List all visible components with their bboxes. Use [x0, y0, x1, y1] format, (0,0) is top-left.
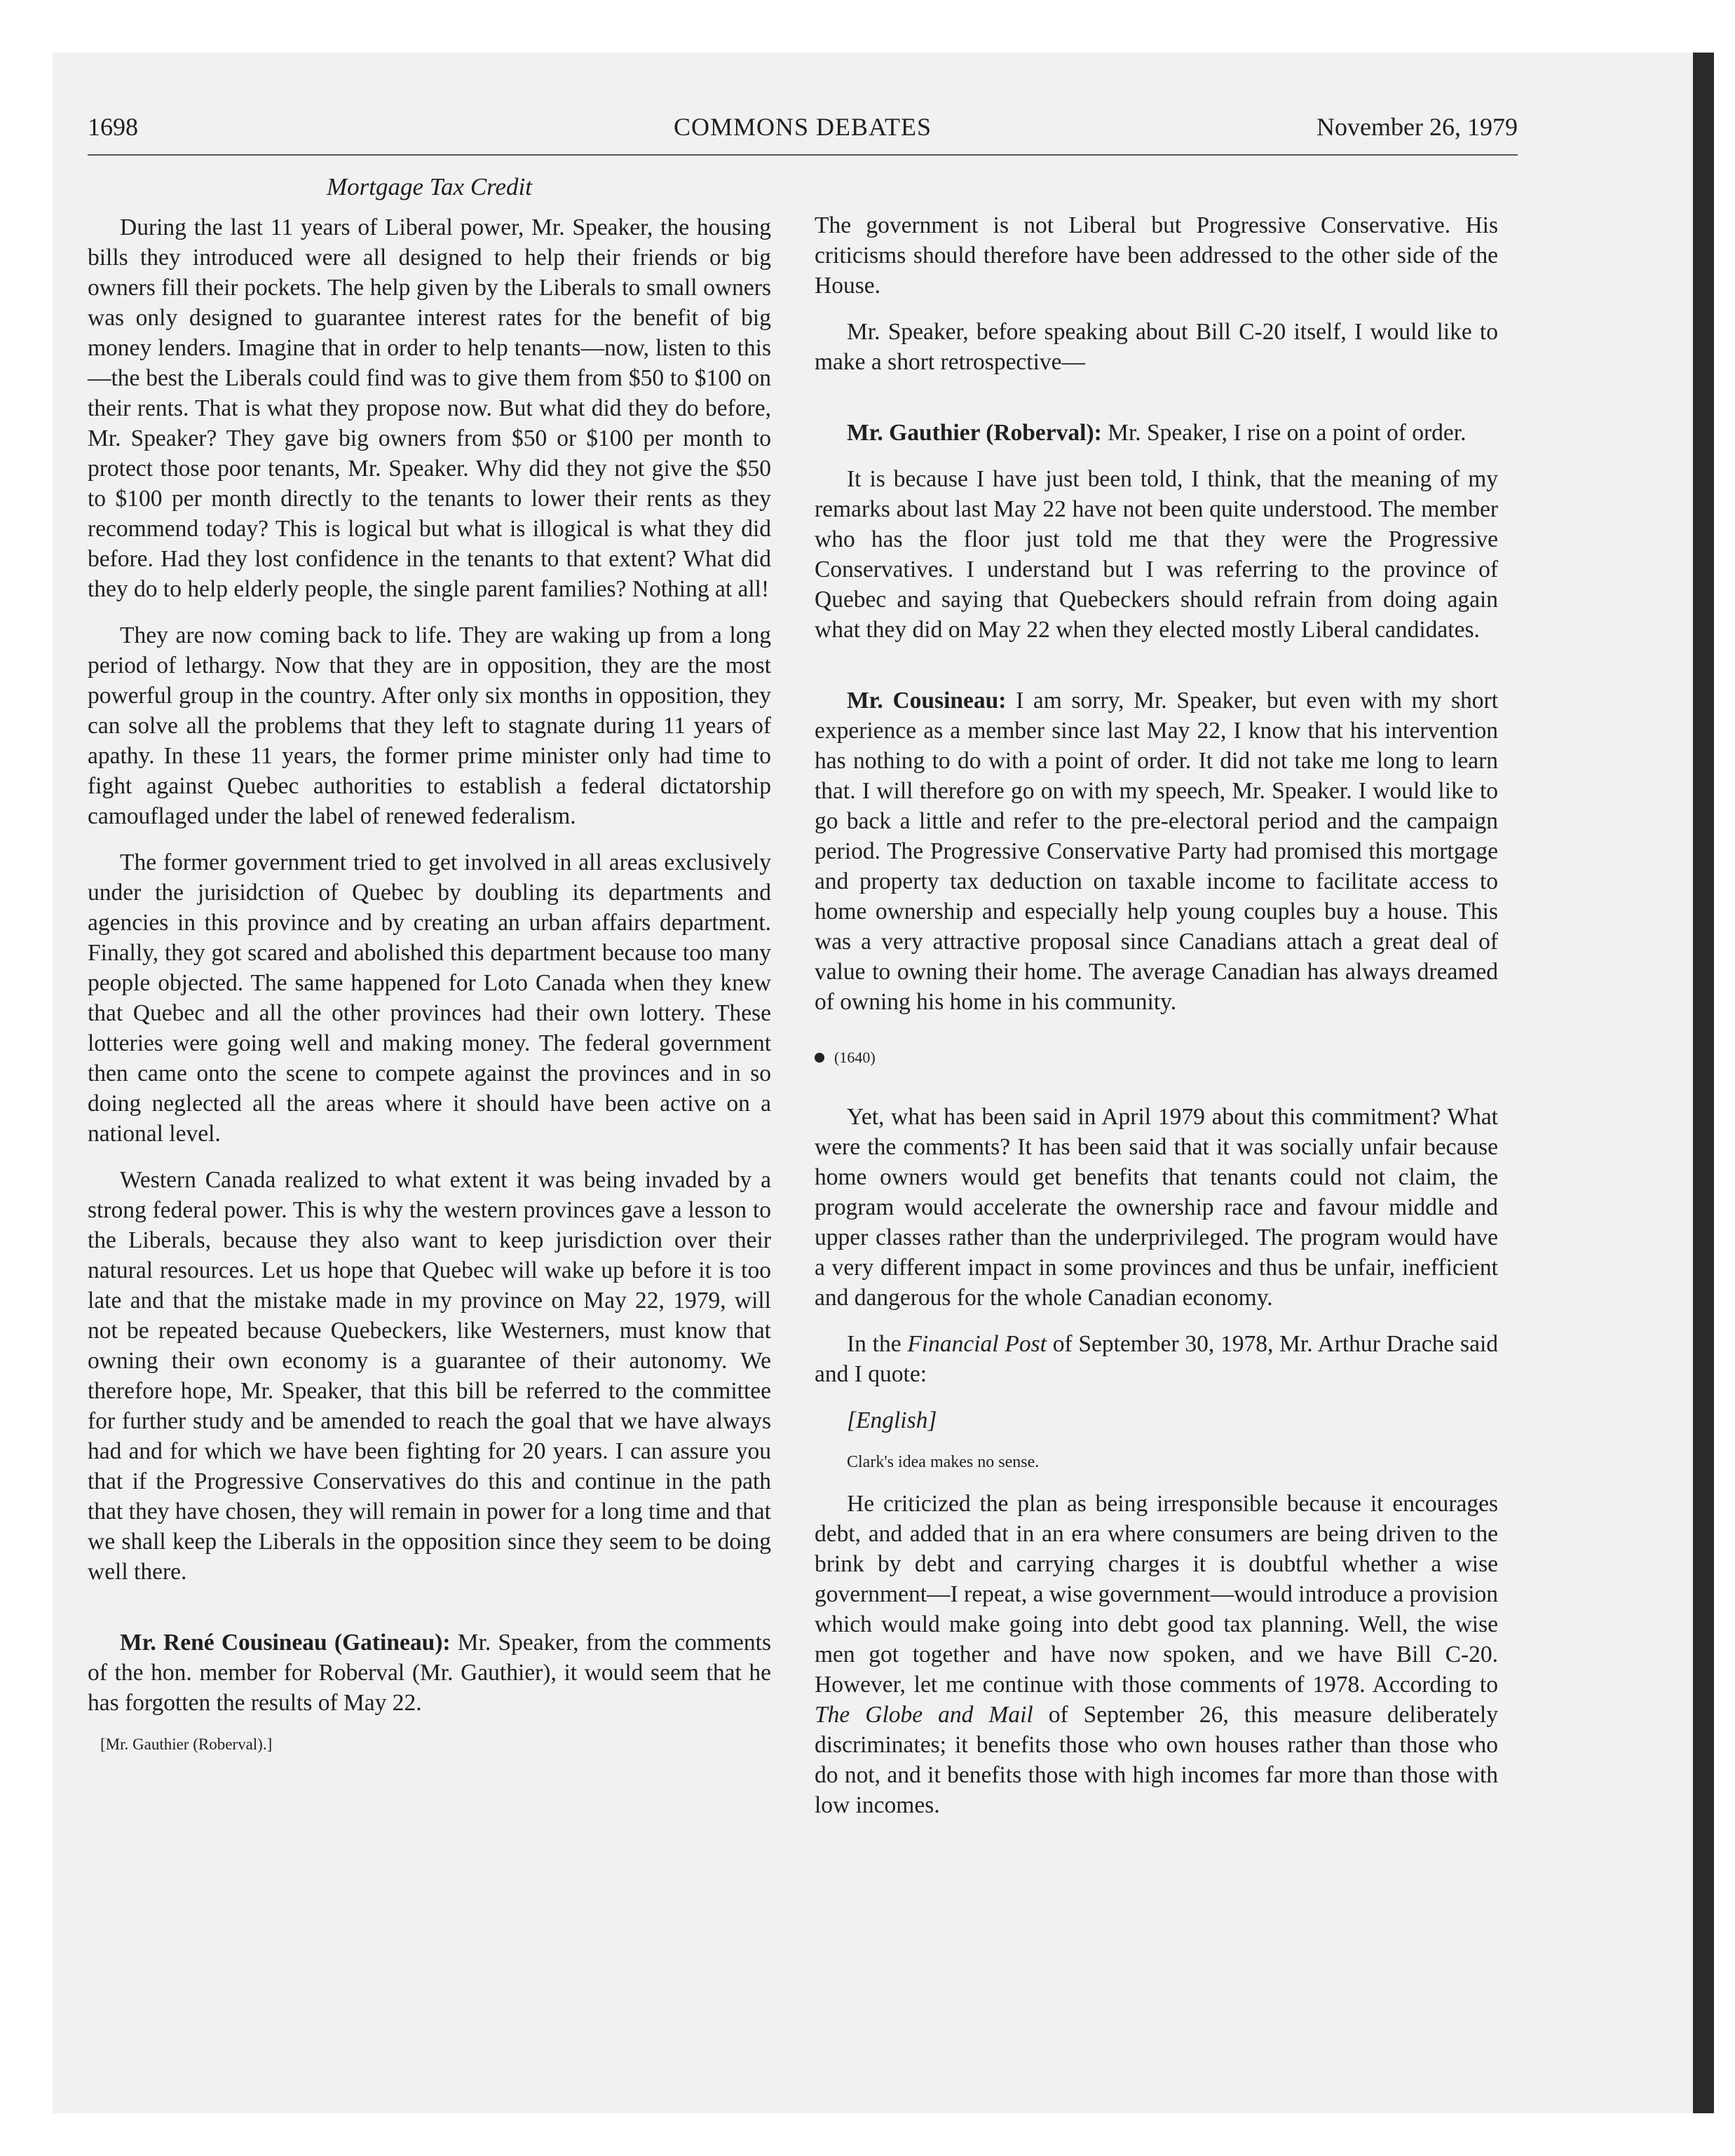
speaker-name: Mr. Cousineau:	[847, 688, 1007, 714]
speaker-paragraph	[815, 418, 1498, 448]
quoted-headline: Clark's idea makes no sense.	[847, 1453, 1040, 1471]
speaker-footnote: [Mr. Gauthier (Roberval).]	[100, 1735, 273, 1753]
paragraph	[815, 1489, 1498, 1820]
text-run: of September 26, this measure deliberately discriminates; it benefits those who own houses rather than those who do not, and it benefits those with high incomes far more than those with low incomes.	[815, 1702, 1498, 1818]
header-date: November 26, 1979	[1316, 113, 1518, 141]
spacer	[815, 661, 1498, 685]
time-marker	[815, 1042, 1498, 1072]
paragraph: Western Canada realized to what extent it was being invaded by a strong federal power. This is why the western provinces gave a lesson to the Liberals, because they also want to keep jurisdiction over their natural resources. Let us hope that Quebec will wake up before it is too late and that the mistake made in my province on May 22, 1979, will not be repeated because Quebeckers, like Westerners, must know that owning their own economy is a guarantee of their autonomy. We therefore hope, Mr. Speaker, that this bill be referred to the committee for further study and be amended to reach the goal that we have always had and for which we have been fighting for 20 years. I can assure you that if the Progressive Conservatives do this and continue in the path that they have chosen, they will remain in power for a long time and that we shall keep the Liberals in the opposition since they seem to be doing well there.	[88, 1167, 771, 1585]
paragraph: Mr. Speaker, before speaking about Bill C-20 itself, I would like to make a short retrospective—	[815, 319, 1498, 375]
time-marker-label: (1640)	[834, 1049, 876, 1066]
scan-edge-bar	[1693, 53, 1714, 2113]
paragraph	[815, 1329, 1498, 1389]
speaker-name: Mr. Gauthier (Roberval):	[847, 420, 1102, 446]
text-run: of September 30, 1978, Mr. Arthur Drache said and I quote:	[815, 1331, 1499, 1387]
speaker-name: Mr. René Cousineau (Gatineau):	[120, 1630, 451, 1656]
publication-name: The Globe and Mail	[815, 1702, 1033, 1728]
paragraph: The government is not Liberal but Progressive Conservative. His criticisms should therefore have been addressed to the other side of the House.	[815, 212, 1498, 299]
running-header	[88, 112, 1518, 156]
spacer	[815, 393, 1498, 418]
paragraph: Yet, what has been said in April 1979 about this commitment? What were the comments? It has been said that it was socially unfair because home owners would get benefits that tenants could not claim, the program would accelerate the ownership race and favour middle and upper classes rather than the underprivileged. The program would have a very different impact in some provinces and thus be unfair, inefficient and dangerous for the whole Canadian economy.	[815, 1104, 1498, 1311]
publication-title: COMMONS DEBATES	[673, 113, 932, 141]
language-marker: [English]	[847, 1407, 937, 1433]
speech-text: Mr. Speaker, I rise on a point of order.	[1101, 420, 1467, 446]
speaker-paragraph	[815, 685, 1498, 1017]
paragraph: It is because I have just been told, I think, that the meaning of my remarks about last May 22 have not been quite understood. The member who has the floor just told me that they were the Progressive Conservatives. I understand but I was referring to the province of Quebec and saying that Quebeckers should refrain from doing again what they did on May 22 when they elected mostly Liberal candidates.	[815, 466, 1498, 643]
text-run: He criticized the plan as being irresponsible because it encourages debt, and added that in an era where consumers are being driven to the brink by debt and carrying charges it is doubtful whether a wise government—I repeat, a wise government—would introduce a provision which would make going into debt good tax planning. Well, the wise men got together and have now spoken, and we have Bill C-20. However, let me continue with those comments of 1978. According to	[815, 1491, 1498, 1698]
left-column	[88, 172, 771, 1755]
paragraph: During the last 11 years of Liberal power, Mr. Speaker, the housing bills they introduced were all designed to help their friends or big owners fill their pockets. The help given by the Liberals to small owners was only designed to guarantee interest rates for the benefit of big money lenders. Imagine that in order to help tenants—now, listen to this—the best the Liberals could find was to give them from $50 to $100 on their rents. That is what they propose now. But what did they do before, Mr. Speaker? They gave big owners from $50 or $100 per month to protect those poor tenants, Mr. Speaker. Why did they not give the $50 to $100 per month directly to the tenants to lower their rents as they recommend today? This is logical but what is illogical is what they did before. Had they lost confidence in the tenants to that extent? What did they do to help elderly people, the single parent families? Nothing at all!	[88, 214, 771, 602]
right-column	[815, 210, 1498, 1836]
speech-text: Mr. Speaker, from the comments of the hon. member for Roberval (Mr. Gauthier), it would seem that he has forgotten the results of May 22.	[88, 1630, 771, 1716]
speech-text: I am sorry, Mr. Speaker, but even with my short experience as a member since last May 22, I know that his intervention has nothing to do with a point of order. It did not take me long to learn that. I will therefore go on with my speech, Mr. Speaker. I would like to go back a little and refer to the pre-electoral period and the campaign period. The Progressive Conservative Party had promised this mortgage and property tax deduction on taxable income to facilitate access to home ownership and especially help young couples buy a house. This was a very attractive proposal since Canadians attach a great deal of value to owning their home. The average Canadian has always dreamed of owning his home in his community.	[815, 688, 1499, 1015]
paragraph: They are now coming back to life. They are waking up from a long period of lethargy. Now that they are in opposition, they are the most powerful group in the country. After only six months in opposition, they can solve all the problems that they left to stagnate during 11 years of apathy. In these 11 years, the former prime minister only had time to fight against Quebec authorities to establish a federal dictatorship camouflaged under the label of renewed federalism.	[88, 622, 771, 829]
publication-name: Financial Post	[907, 1331, 1047, 1357]
paragraph: The former government tried to get involved in all areas exclusively under the jurisidction of Quebec by doubling its departments and agencies in this province and by creating an urban affairs department. Finally, they got scared and abolished this department because too many people objected. The same happened for Loto Canada when they knew that Quebec and all the other provinces had their own lottery. These lotteries were going well and making money. The federal government then came onto the scene to compete against the provinces and in so doing neglected all the areas where it should have been active on a national level.	[88, 850, 771, 1147]
section-subtitle: Mortgage Tax Credit	[327, 173, 532, 200]
page-number: 1698	[88, 113, 138, 141]
text-run: In the	[847, 1331, 908, 1357]
spacer	[88, 1603, 771, 1628]
speaker-paragraph	[88, 1628, 771, 1718]
bullet-icon	[815, 1053, 824, 1063]
